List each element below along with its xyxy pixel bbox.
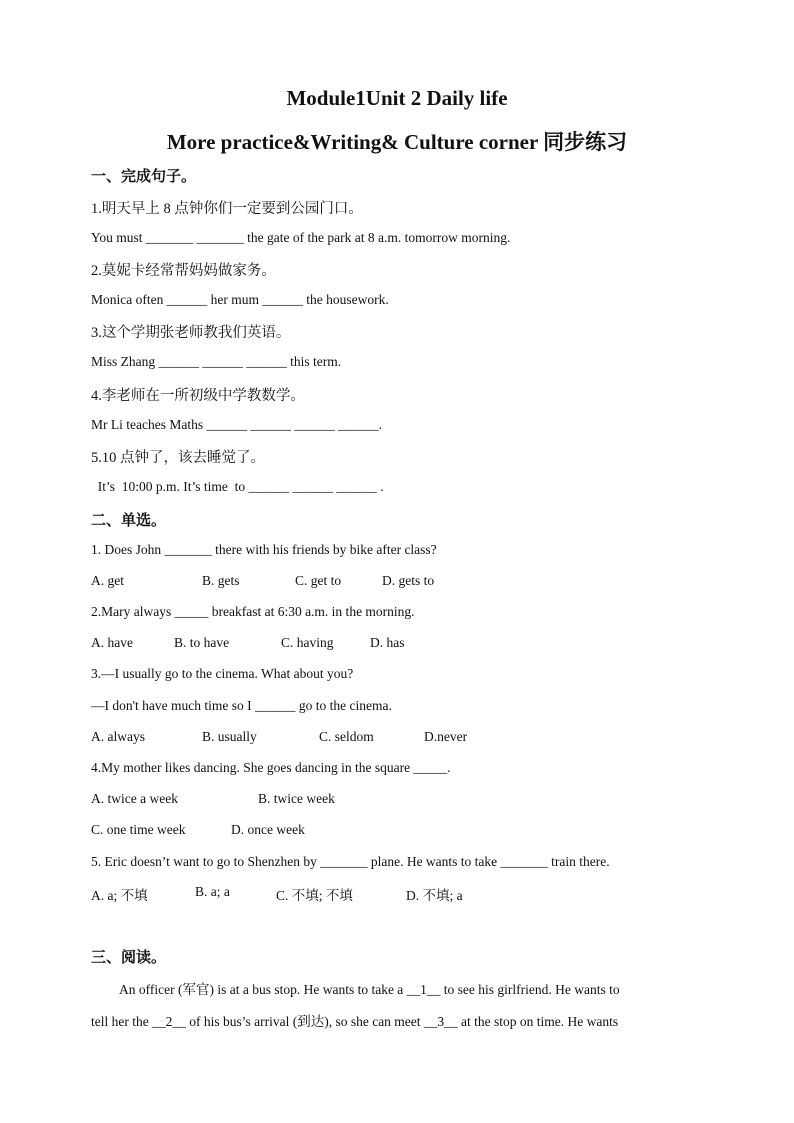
s2-q3-opt-d: D.never: [424, 729, 468, 744]
s1-item5-en: It’s 10:00 p.m. It’s time to ______ ______ ______ .: [91, 479, 384, 494]
s3-paragraph-line2: tell her the __2__ of his bus’s arrival (到达), so she can meet __3__ at the stop on time. He wants: [91, 1014, 619, 1029]
s2-q5-opt-a: A. a; 不填: [91, 888, 148, 903]
s2-q1-opt-a: A. get: [91, 573, 124, 588]
s1-item4-en: Mr Li teaches Maths ______ ______ ______ ______.: [91, 417, 382, 432]
section3-heading: 三、阅读。: [91, 950, 167, 966]
s2-q1: 1. Does John _______ there with his friends by bike after class?: [91, 542, 437, 557]
s2-q2-opt-c: C. having: [281, 635, 334, 650]
s2-q2-opt-b: B. to have: [174, 635, 230, 650]
s1-item5-cn: 5.10 点钟了，该去睡觉了。: [91, 450, 265, 466]
s2-q4-opt-a: A. twice a week: [91, 791, 178, 806]
section1-heading: 一、完成句子。: [91, 169, 197, 185]
title-line-1: Module1Unit 2 Daily life: [286, 86, 508, 110]
s2-q2: 2.Mary always _____ breakfast at 6:30 a.m. in the morning.: [91, 604, 415, 619]
s2-q5-opt-c: C. 不填; 不填: [276, 888, 353, 903]
s2-q3-opt-c: C. seldom: [319, 729, 374, 744]
s2-q1-opt-c: C. get to: [295, 573, 342, 588]
s2-q4-opt-c: C. one time week: [91, 822, 186, 837]
s1-item3-cn: 3.这个学期张老师教我们英语。: [91, 325, 291, 341]
s1-item1-cn: 1.明天早上 8 点钟你们一定要到公园门口。: [91, 201, 363, 217]
s2-q2-opt-a: A. have: [91, 635, 133, 650]
s2-q3-opt-b: B. usually: [202, 729, 257, 744]
s1-item1-en: You must _______ _______ the gate of the park at 8 a.m. tomorrow morning.: [91, 230, 511, 245]
s2-q2-opt-d: D. has: [370, 635, 405, 650]
s2-q4: 4.My mother likes dancing. She goes dancing in the square _____.: [91, 760, 451, 775]
s2-q5: 5. Eric doesn’t want to go to Shenzhen by _______ plane. He wants to take _______ train there.: [91, 854, 610, 869]
s2-q3-line2: —I don't have much time so I ______ go to the cinema.: [91, 698, 392, 713]
s1-item2-cn: 2.莫妮卡经常帮妈妈做家务。: [91, 263, 276, 279]
s2-q1-opt-b: B. gets: [202, 573, 240, 588]
s3-paragraph-line1: An officer (军官) is at a bus stop. He wants to take a __1__ to see his girlfriend. He wants to: [119, 982, 620, 997]
s1-item2-en: Monica often ______ her mum ______ the housework.: [91, 292, 389, 307]
s2-q3-opt-a: A. always: [91, 729, 145, 744]
s2-q5-opt-b: B. a; a: [195, 884, 230, 899]
s2-q5-opt-d: D. 不填; a: [406, 888, 463, 903]
s2-q1-opt-d: D. gets to: [382, 573, 435, 588]
s2-q3: 3.—I usually go to the cinema. What about you?: [91, 666, 354, 681]
s1-item4-cn: 4.李老师在一所初级中学教数学。: [91, 388, 305, 404]
title-line-2: More practice&Writing& Culture corner 同步练习: [166, 130, 628, 154]
section2-heading: 二、单选。: [91, 513, 167, 529]
s2-q4-opt-d: D. once week: [231, 822, 305, 837]
s2-q4-opt-b: B. twice week: [258, 791, 335, 806]
s1-item3-en: Miss Zhang ______ ______ ______ this term.: [91, 354, 342, 369]
